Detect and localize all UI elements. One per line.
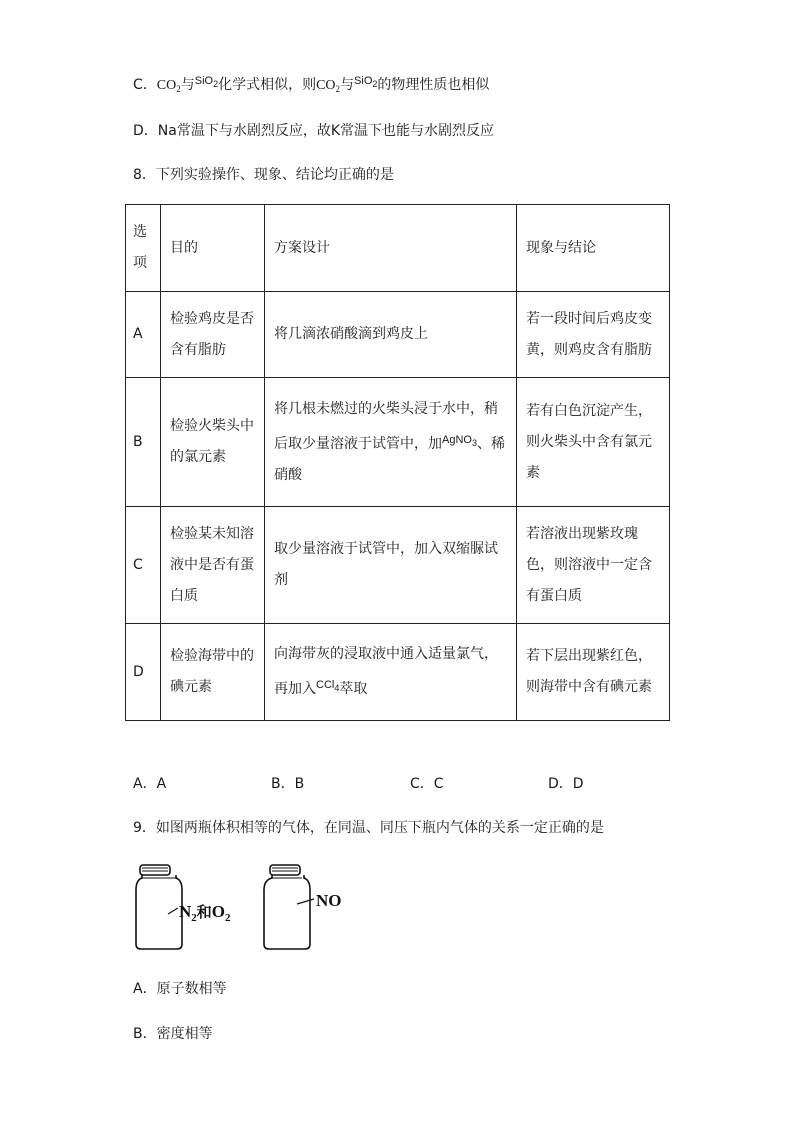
table-row: [126, 292, 670, 378]
header-option: 选 项: [126, 205, 161, 292]
row-c-purpose: 检验某未知溶液中是否有蛋白质: [161, 507, 265, 624]
choice-d[interactable]: D．D: [548, 776, 584, 792]
formula-sio2-b: SiO2: [354, 75, 378, 89]
header-purpose: 目的: [161, 205, 265, 292]
formula-agno3: AgNO3: [442, 433, 477, 448]
table-row: [126, 378, 670, 507]
formula-sio2: SiO2: [194, 75, 219, 89]
formula-co2-b: $CO_2$: [316, 78, 341, 94]
row-a-result: 若一段时间后鸡皮变黄，则鸡皮含有脂肪: [517, 292, 670, 378]
bottle-left-pointer: [168, 908, 178, 914]
table-row: [126, 507, 670, 624]
gas-bottles-figure: [134, 862, 354, 954]
formula-ccl4: CCl4: [316, 679, 340, 693]
option-c-line: C．$CO_2$与$^{SiO_2}$化学式相似，则$CO_2$与$^{SiO_2}$的物理性质也相似: [133, 75, 490, 94]
row-c-design: 取少量溶液于试管中，加入双缩脲试剂: [265, 507, 517, 624]
question-8-stem: 8．下列实验操作、现象、结论均正确的是: [133, 167, 394, 183]
row-c-result: 若溶液出现紫玫瑰色，则溶液中一定含有蛋白质: [517, 507, 670, 624]
option-d-line: D．Na常温下与水剧烈反应，故K常温下也能与水剧烈反应: [133, 123, 495, 139]
header-result: 现象与结论: [517, 205, 670, 292]
row-d-design: 向海带灰的浸取液中通入适量氯气，再加入$^{CCl_4}$萃取: [265, 624, 517, 721]
option-c-prefix: C．: [133, 77, 157, 93]
experiment-table: [125, 204, 670, 721]
bottle-right-pointer: [297, 899, 314, 904]
row-b-result: 若有白色沉淀产生，则火柴头中含有氯元素: [517, 378, 670, 507]
row-b-option: B: [126, 378, 161, 507]
q9-choice-a[interactable]: A．原子数相等: [133, 981, 227, 997]
row-a-purpose: 检验鸡皮是否含有脂肪: [161, 292, 265, 378]
question-8-choices: [133, 773, 633, 793]
table-row: [126, 624, 670, 721]
choice-b[interactable]: B．B: [271, 776, 305, 792]
bottle-right-icon: [264, 865, 310, 949]
bottle-right-label: NO: [316, 891, 342, 910]
row-a-design: 将几滴浓硝酸滴到鸡皮上: [265, 292, 517, 378]
table-header-row: [126, 205, 670, 292]
choice-c[interactable]: C．C: [410, 776, 444, 792]
bottle-left-label: $N_2$和$O_2$: [179, 902, 231, 924]
formula-co2: $CO_2$: [156, 78, 181, 94]
q9-choice-b[interactable]: B．密度相等: [133, 1026, 213, 1042]
choice-a[interactable]: A．A: [133, 776, 167, 792]
row-d-option: D: [126, 624, 161, 721]
header-design: 方案设计: [265, 205, 517, 292]
row-b-purpose: 检验火柴头中的氯元素: [161, 378, 265, 507]
row-c-option: C: [126, 507, 161, 624]
bottle-left-icon: [136, 865, 182, 949]
question-9-stem: 9．如图两瓶体积相等的气体，在同温、同压下瓶内气体的关系一定正确的是: [133, 820, 604, 836]
row-d-purpose: 检验海带中的碘元素: [161, 624, 265, 721]
row-a-option: A: [126, 292, 161, 378]
row-b-design: 将几根未燃过的火柴头浸于水中，稍后取少量溶液于试管中，加$^{AgNO_3}$、稀硝酸: [265, 378, 517, 507]
row-d-result: 若下层出现紫红色，则海带中含有碘元素: [517, 624, 670, 721]
